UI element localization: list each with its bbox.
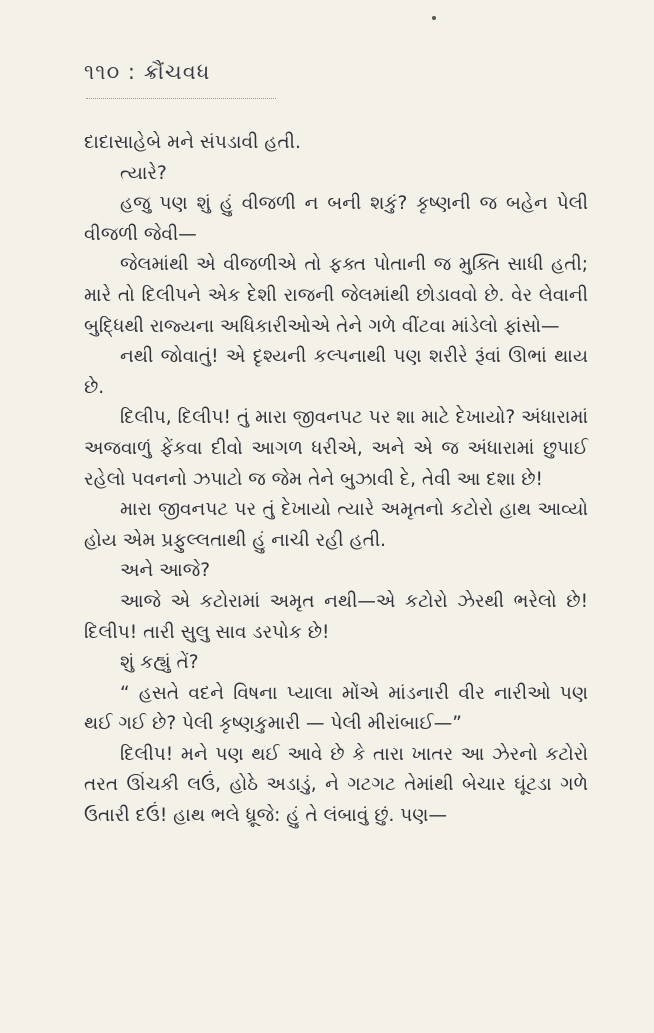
paragraph: અને આજે?	[120, 560, 211, 582]
header-rule	[86, 98, 276, 99]
paragraph: આજે એ કટોરામાં અમૃત નથી—એ કટોરો ઝેરથી ભરેલો છે! દિલીપ! તારી સુલુ સાવ ડરપોક છે!	[84, 590, 588, 643]
body-text	[84, 128, 588, 832]
paragraph: દિલીપ! મને પણ થઈ આવે છે કે તારા ખાતર આ ઝેરનો કટોરો તરત ઊંચકી લઉં, હોઠે અડાડું, ને ગટગટ તેમાંથી બેચાર ઘૂંટડા ગળે ઉતારી દઉં! હાથ ભલે ધ્રૂજે: હું તે લંબાવું છું. પણ—	[84, 743, 588, 827]
book-title: ક્રૌંચવધ	[143, 60, 211, 84]
paper-speck	[432, 16, 436, 20]
paragraph: દિલીપ, દિલીપ! તું મારા જીવનપટ પર શા માટે દેખાયો? અંધારામાં અજવાળું ફેંકવા દીવો આગળ ધરીએ, અને એ જ અંધારામાં છુપાઈ રહેલો પવનનો ઝપાટો જ જેમ તેને બુઝાવી દે, તેવી આ દશા છે!	[84, 407, 588, 490]
paragraph: શું કહ્યું તેં?	[120, 652, 199, 674]
paragraph: મારા જીવનપટ પર તું દેખાયો ત્યારે અમૃતનો કટોરો હાથ આવ્યો હોય એમ પ્રફુલ્લતાથી હું નાચી રહી હતી.	[84, 499, 588, 551]
header-separator: :	[127, 60, 136, 84]
paragraph: હજુ પણ શું હું વીજળી ન બની શકું? કૃષ્ણની જ બહેન પેલી વીજળી જેવી—	[84, 193, 588, 245]
paragraph: જેલમાંથી એ વીજળીએ તો ફક્ત પોતાની જ મુક્તિ સાધી હતી; મારે તો દિલીપને એક દેશી રાજની જેલમાંથી છોડાવવો છે. વેર લેવાની બુદ્ધિથી રાજ્યના અધિકારીઓએ તેને ગળે વીંટવા માંડેલો ફાંસો—	[84, 254, 588, 337]
page-number: ૧૧૦	[84, 60, 121, 84]
paragraph: નથી જોવાતું! એ દૃશ્યની કલ્પનાથી પણ શરીરે રૂંવાં ઊભાં થાય છે.	[84, 346, 588, 398]
paragraph: ત્યારે?	[120, 162, 167, 184]
paragraph: “ હસતે વદને વિષના પ્યાલા મોંએ માંડનારી વીર નારીઓ પણ થઈ ગઈ છે? પેલી કૃષ્ણકુમારી — પેલી મીરાંબાઈ—”	[84, 682, 588, 735]
running-header	[84, 60, 210, 85]
paragraph: દાદાસાહેબે મને સંપડાવી હતી.	[84, 132, 301, 153]
